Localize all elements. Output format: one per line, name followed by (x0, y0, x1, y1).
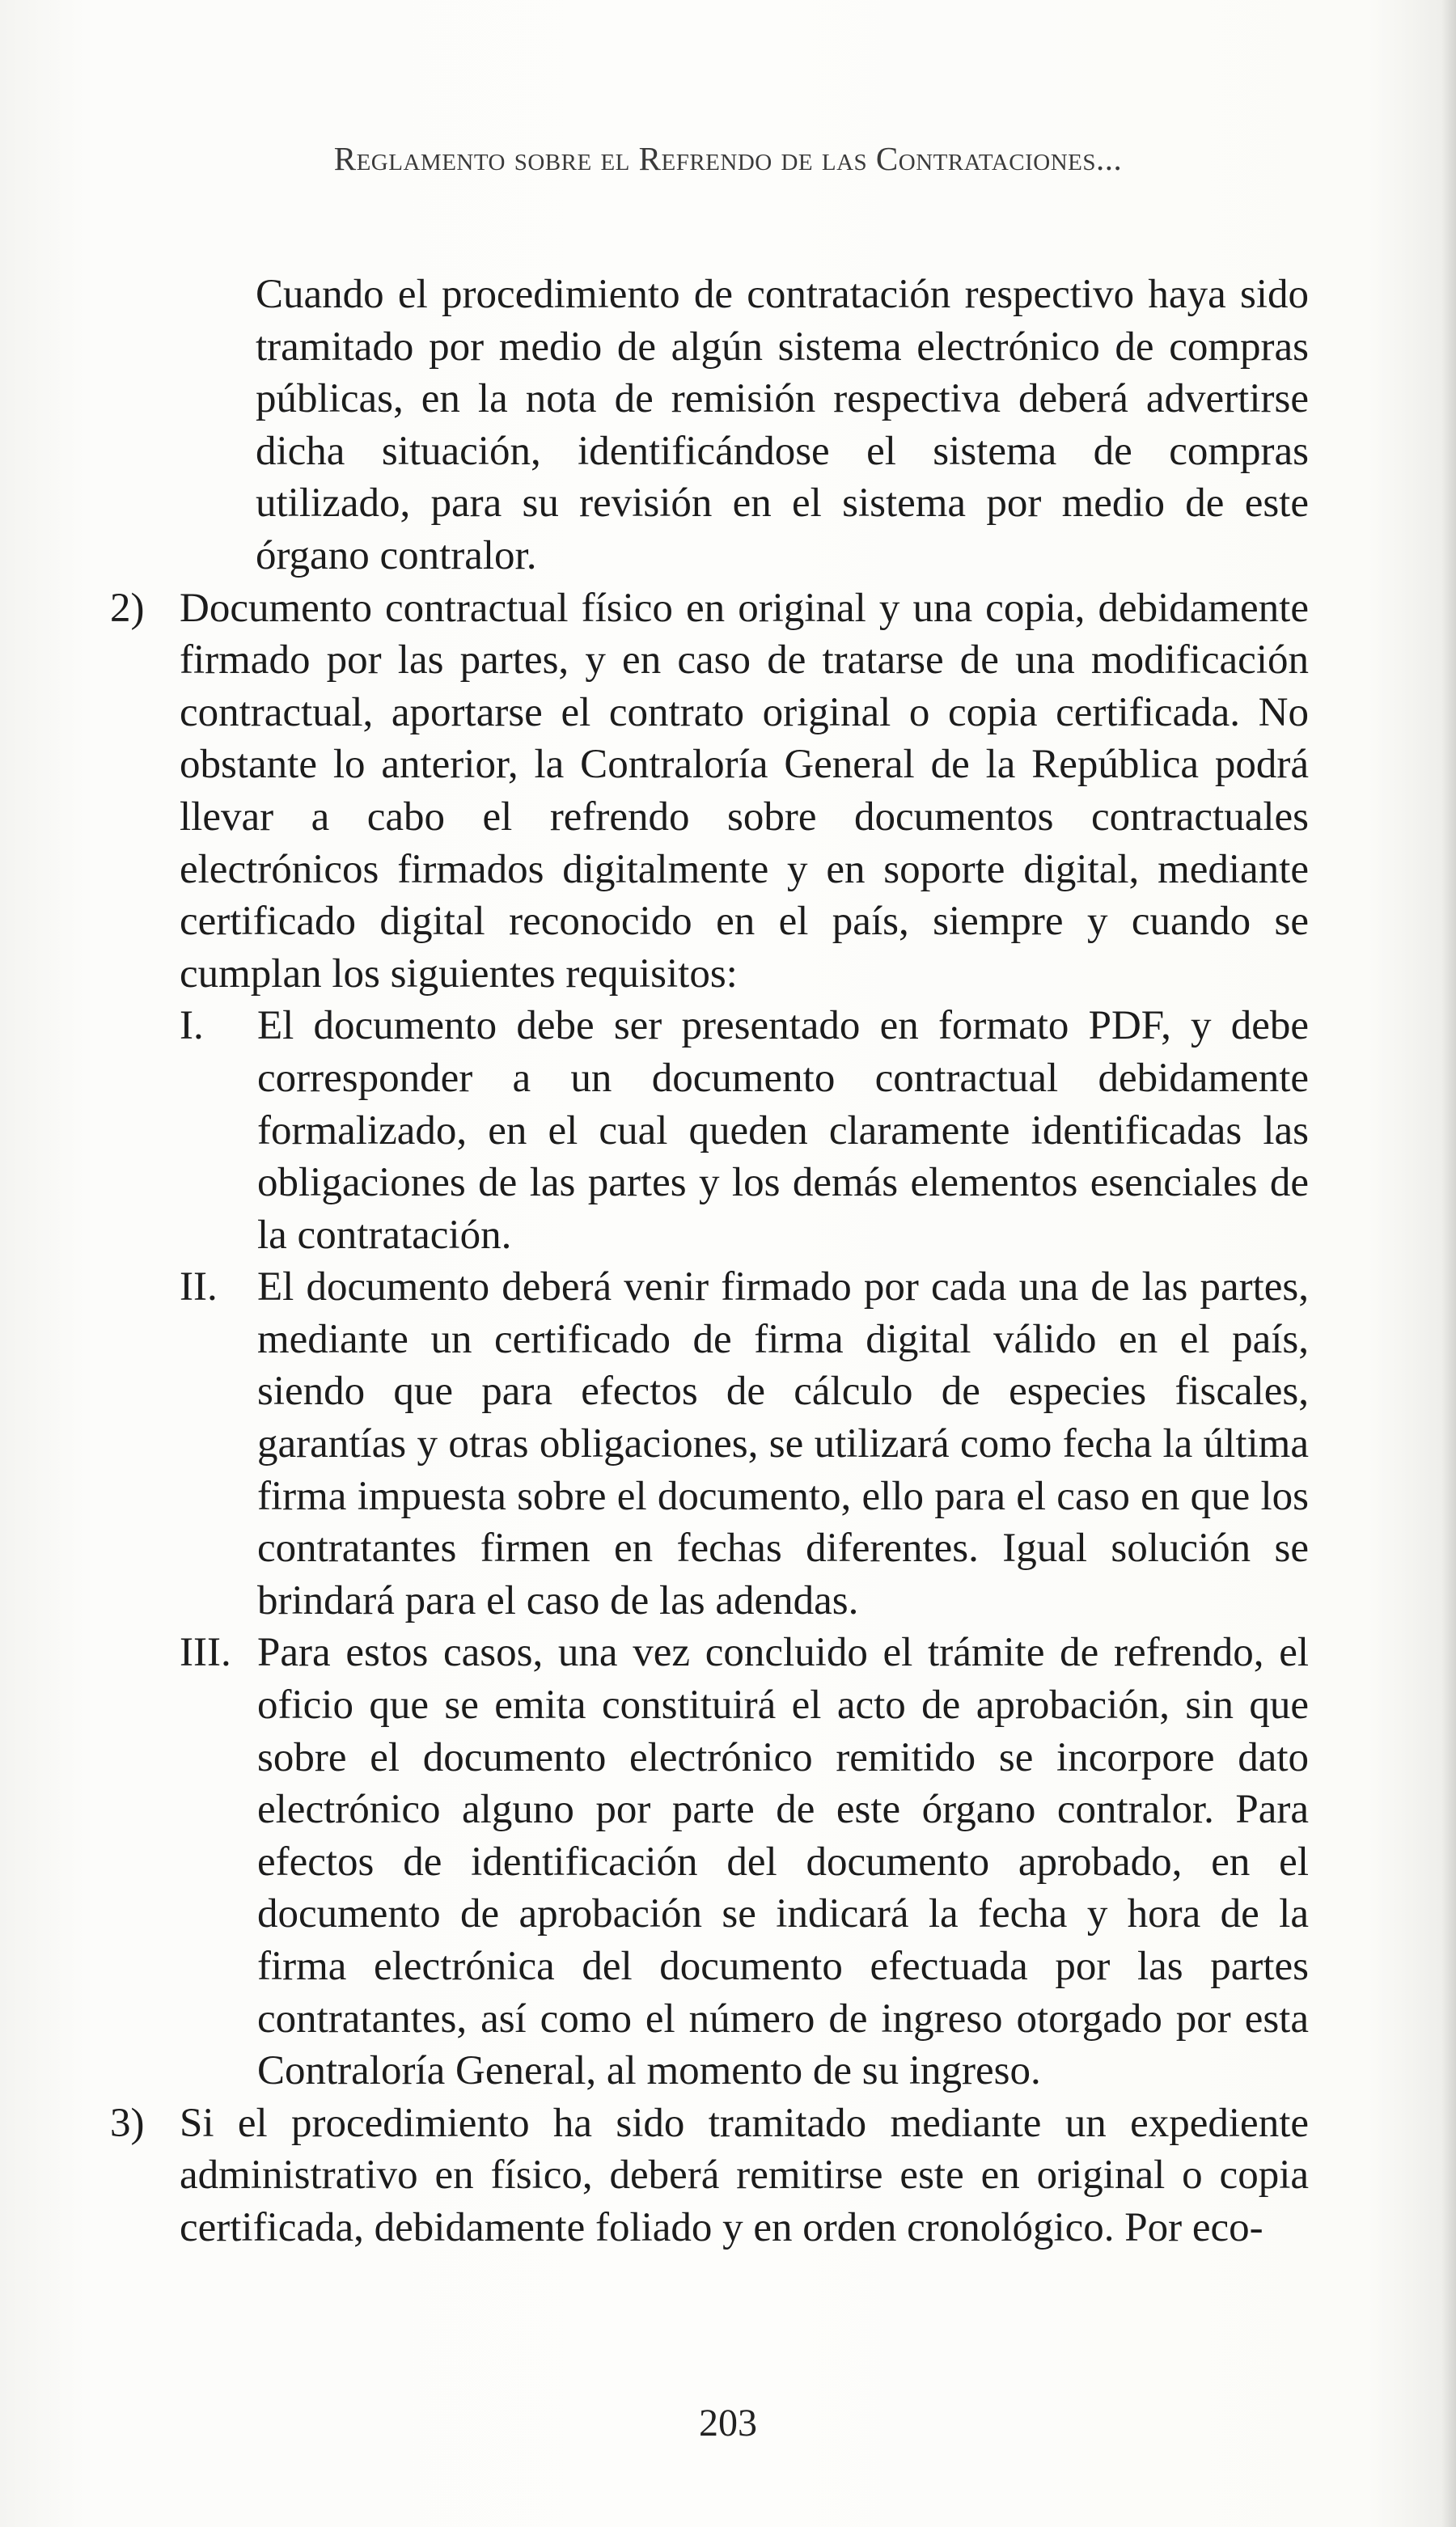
subitem-I-text: El documento debe ser presentado en formato PDF, y debe corresponder a un documento contractual debidamente formalizado, en el cual queden claramente identificadas las obligaciones de las partes y los demás elementos esenciales de la contratación. (257, 1003, 1309, 1258)
subitem-III-label: III. (180, 1630, 231, 1676)
subitem-II-label: II. (180, 1264, 218, 1310)
subitem-III-text: Para estos casos, una vez concluido el trámite de refrendo, el oficio que se emita constituirá el acto de aprobación, sin que sobre el documento electrónico remitido se incorpore dato electrónico alguno por parte de este órgano contralor. Para efectos de identificación del documento aprobado, en el documento de aprobación se indicará la fecha y hora de la firma electrónica del documento efectuada por las partes contratantes, así como el número de ingreso otorgado por esta Contraloría General, al momento de su ingreso. (257, 1630, 1309, 2094)
page-number: 203 (699, 2402, 757, 2444)
subitem-I-label: I. (180, 1003, 204, 1049)
list-item-2 (110, 582, 1309, 2097)
intro-paragraph: Cuando el procedimiento de contratación respectivo haya sido tramitado por medio de algún sistema electrónico de compras públicas, en la nota de remisión respectiva deberá advertirse dicha situación, identificándose el sistema de compras utilizado, para su revisión en el sistema por medio de este órgano contralor. (256, 272, 1309, 578)
running-head: Reglamento sobre el Refrendo de las Contrataciones... (333, 140, 1123, 177)
subitem-II (180, 1261, 1309, 1627)
list-item-2-label: 2) (110, 585, 145, 631)
subitem-III (180, 1627, 1309, 2097)
page-edge-shadow (1441, 0, 1456, 2527)
body-text (110, 269, 1309, 2254)
list-item-3-text: Si el procedimiento ha sido tramitado mediante un expediente administrativo en físico, deberá remitirse este en original o copia certificada, debidamente foliado y en orden cronológico. Por eco- (180, 2100, 1309, 2250)
list-item-2-text: Documento contractual físico en original y una copia, debidamente firmado por las partes, y en caso de tratarse de una modificación contractual, aportarse el contrato original o copia certificada. No obstante lo anterior, la Contraloría General de la República podrá llevar a cabo el refrendo sobre documentos contractuales electrónicos firmados digitalmente y en soporte digital, mediante certificado digital reconocido en el país, siempre y cuando se cumplan los siguientes requisitos: (180, 585, 1309, 997)
subitem-II-text: El documento deberá venir firmado por cada una de las partes, mediante un certificado de firma digital válido en el país, siendo que para efectos de cálculo de especies fiscales, garantías y otras obligaciones, se utilizará como fecha la última firma impuesta sobre el documento, ello para el caso en que los contratantes firmen en fechas diferentes. Igual solución se brindará para el caso de las adendas. (257, 1264, 1309, 1623)
list-item-3 (110, 2097, 1309, 2254)
list-item-3-label: 3) (110, 2100, 145, 2146)
subitem-I (180, 1000, 1309, 1261)
